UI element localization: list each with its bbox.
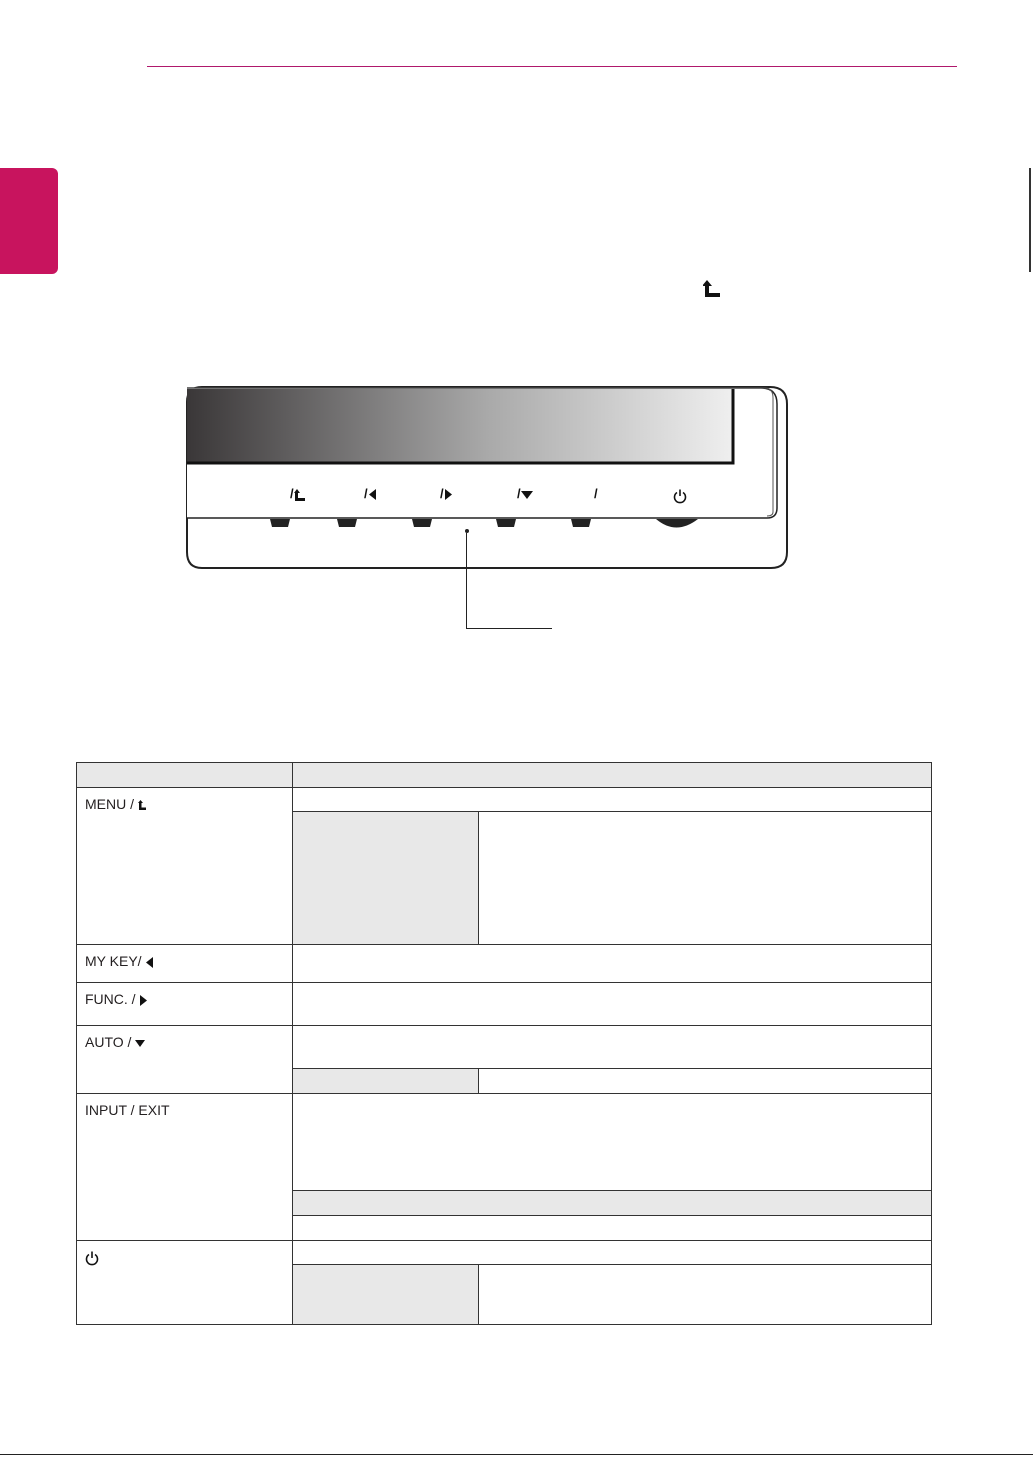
language-tab — [0, 168, 58, 274]
footer-rule — [0, 1454, 1033, 1455]
triangle-right-icon — [139, 995, 148, 1006]
table-cell — [293, 1094, 932, 1191]
table-cell — [293, 788, 932, 812]
auto-row-label: AUTO / — [77, 1026, 293, 1094]
header-cell-description — [293, 763, 932, 788]
table-cell-sub — [293, 1265, 479, 1325]
header-cell-button — [77, 763, 293, 788]
page-edge-mark — [1029, 168, 1031, 272]
table-cell — [293, 1026, 932, 1069]
my-key-button-label: / — [364, 486, 377, 501]
input-button[interactable] — [571, 519, 591, 527]
table-cell — [293, 945, 932, 983]
triangle-left-icon — [145, 957, 154, 968]
my-key-button[interactable] — [337, 519, 357, 527]
input-button-label: / — [594, 486, 598, 501]
func-row-label: FUNC. / — [77, 983, 293, 1026]
func-button-label: / — [440, 486, 453, 501]
auto-button-label: / — [517, 486, 533, 501]
return-arrow-icon — [703, 280, 721, 298]
table-row — [77, 1241, 932, 1265]
input-exit-row-label: INPUT / EXIT — [77, 1094, 293, 1241]
menu-button-label: / — [290, 486, 305, 501]
return-arrow-icon — [294, 489, 305, 501]
func-button[interactable] — [412, 519, 432, 527]
triangle-right-icon — [444, 489, 453, 500]
callout-line — [466, 533, 467, 629]
table-header — [77, 763, 932, 788]
table-row — [77, 1026, 932, 1069]
power-button-label — [673, 488, 687, 504]
table-cell-sub — [293, 1069, 479, 1094]
power-icon — [673, 489, 687, 504]
return-arrow-icon — [138, 800, 146, 810]
triangle-left-icon — [368, 489, 377, 500]
table-cell — [293, 983, 932, 1026]
table-row — [77, 788, 932, 812]
table-cell — [479, 1069, 932, 1094]
table-row — [77, 1094, 932, 1191]
triangle-down-icon — [135, 1039, 145, 1048]
triangle-down-icon — [521, 490, 533, 500]
menu-button[interactable] — [270, 519, 290, 527]
my-key-row-label: MY KEY/ — [77, 945, 293, 983]
table-row — [77, 983, 932, 1026]
control-table — [76, 762, 932, 1325]
power-row-label — [77, 1241, 293, 1325]
table-cell — [293, 1216, 932, 1241]
auto-button[interactable] — [496, 519, 516, 527]
monitor-front-diagram — [186, 386, 788, 570]
power-icon — [85, 1251, 99, 1266]
table-cell-sub — [293, 1191, 932, 1216]
header-rule — [147, 66, 957, 67]
menu-row-label: MENU / — [77, 788, 293, 945]
table-cell — [479, 812, 932, 945]
table-cell — [479, 1265, 932, 1325]
table-row — [77, 945, 932, 983]
table-cell — [293, 1241, 932, 1265]
callout-line — [466, 628, 552, 629]
table-cell-sub — [293, 812, 479, 945]
